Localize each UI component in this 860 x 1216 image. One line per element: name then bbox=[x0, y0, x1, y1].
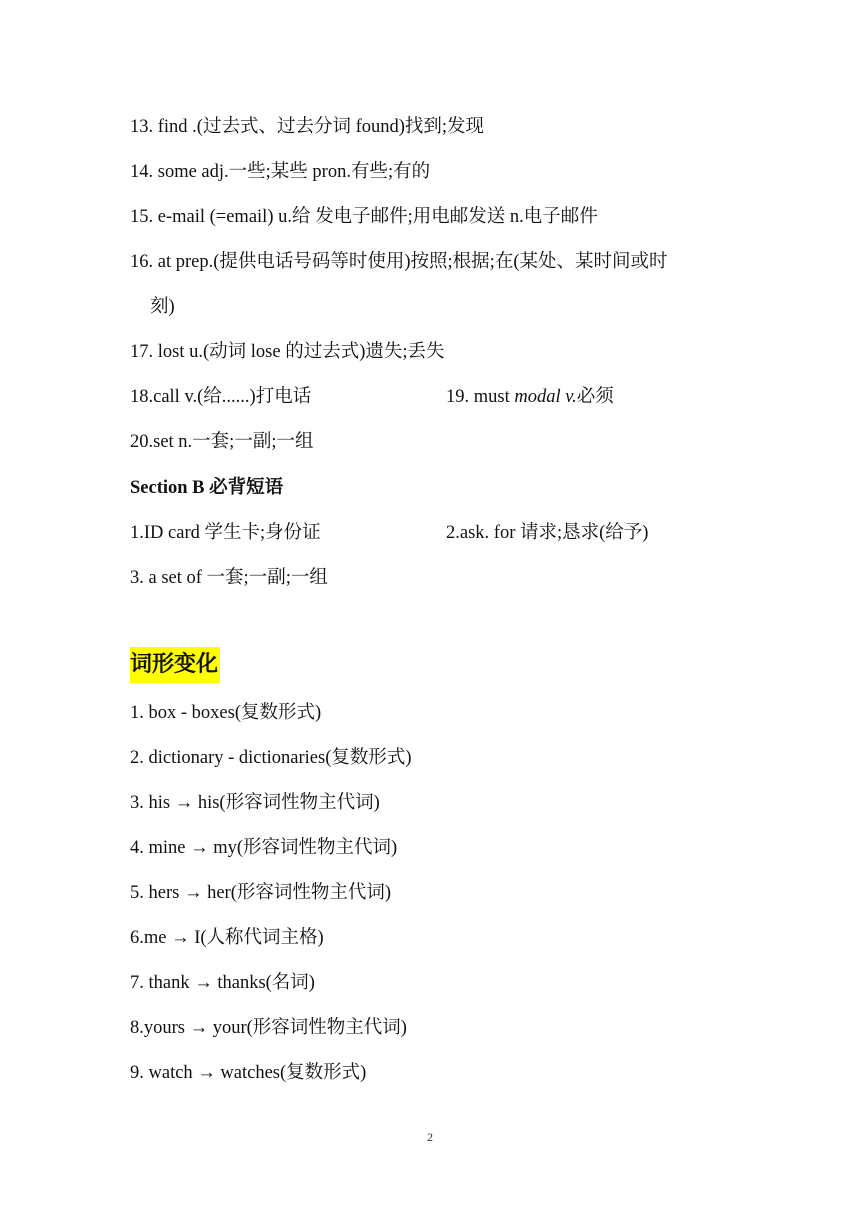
phrase-item-3: 3. a set of 一套;一副;一组 bbox=[130, 568, 328, 588]
section-b-title: Section B 必背短语 bbox=[130, 478, 284, 498]
word-form-item-2: 2. dictionary - dictionaries(复数形式) bbox=[130, 748, 412, 768]
vocab-item-13: 13. find .(过去式、过去分词 found)找到;发现 bbox=[130, 117, 485, 137]
vocab-item-14: 14. some adj.一些;某些 pron.有些;有的 bbox=[130, 162, 431, 182]
word-form-item-3: 3. his → his(形容词性物主代词) bbox=[130, 793, 380, 813]
vocab-item-16: 16. at prep.(提供电话号码等时使用)按照;根据;在(某处、某时间或时 bbox=[130, 252, 668, 272]
word-form-item-6: 6.me → I(人称代词主格) bbox=[130, 928, 324, 948]
vocab-item-16-continued: 刻) bbox=[150, 297, 175, 317]
vocab-item-15: 15. e-mail (=email) u.给 发电子邮件;用电邮发送 n.电子邮件 bbox=[130, 207, 598, 227]
vocab-item-17: 17. lost u.(动词 lose 的过去式)遗失;丢失 bbox=[130, 342, 445, 362]
vocab-item-19 bbox=[446, 385, 614, 409]
word-form-item-7: 7. thank → thanks(名词) bbox=[130, 973, 315, 993]
word-form-item-4: 4. mine → my(形容词性物主代词) bbox=[130, 838, 398, 858]
phrase-item-1: 1.ID card 学生卡;身份证 bbox=[130, 523, 321, 543]
word-forms-heading: 词形变化 bbox=[130, 647, 220, 683]
vocab-item-19-meaning: 必须 bbox=[576, 387, 614, 407]
word-form-item-9: 9. watch → watches(复数形式) bbox=[130, 1063, 367, 1083]
word-form-item-1: 1. box - boxes(复数形式) bbox=[130, 703, 322, 723]
vocab-item-19-prefix: 19. must bbox=[446, 387, 515, 407]
vocab-item-19-pos: modal v. bbox=[514, 387, 577, 407]
word-form-item-5: 5. hers → her(形容词性物主代词) bbox=[130, 883, 392, 903]
phrase-item-2: 2.ask. for 请求;恳求(给予) bbox=[446, 523, 649, 543]
vocab-item-18: 18.call v.(给......)打电话 bbox=[130, 387, 312, 407]
vocab-item-20: 20.set n.一套;一副;一组 bbox=[130, 432, 314, 452]
page-number: 2 bbox=[427, 1130, 433, 1144]
word-form-item-8: 8.yours → your(形容词性物主代词) bbox=[130, 1018, 407, 1038]
